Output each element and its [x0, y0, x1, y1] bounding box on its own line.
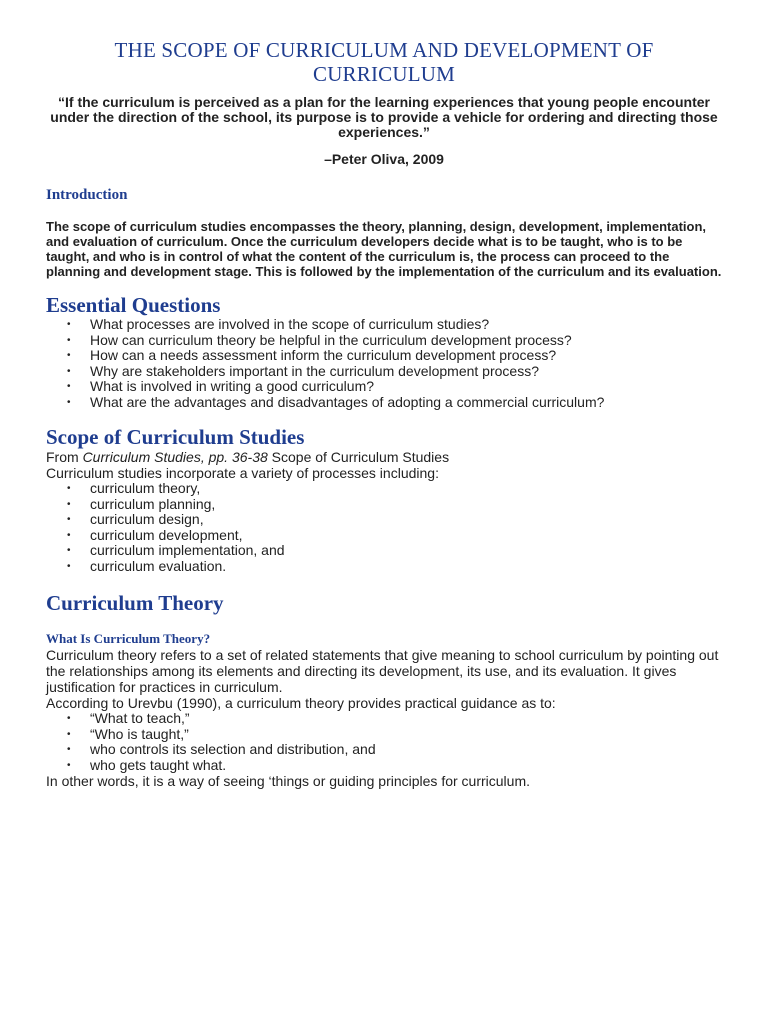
bullet-icon: •: [67, 483, 71, 494]
scope-heading: Scope of Curriculum Studies: [46, 425, 305, 449]
opening-quote: “If the curriculum is perceived as a plan for the learning experiences that young people encounter under the direction of the school, its purpose is to provide a vehicle for ordering and directing those experiences.”: [50, 94, 718, 140]
bullet-icon: •: [67, 529, 71, 541]
bullet-icon: •: [67, 498, 71, 510]
list-item-text: who gets taught what.: [90, 756, 227, 773]
list-item-text: curriculum evaluation.: [90, 557, 227, 574]
bullet-icon: •: [67, 350, 71, 361]
bullet-icon: •: [67, 381, 71, 392]
list-item-text: curriculum planning,: [90, 495, 216, 512]
bullet-icon: •: [67, 744, 71, 755]
list-item-text: “Who is taught,”: [90, 725, 189, 742]
quote-attribution: –Peter Oliva, 2009: [324, 151, 444, 167]
scope-process-list: [46, 481, 722, 574]
closing-paragraph: In other words, it is a way of seeing ‘things or guiding principles for curriculum.: [46, 773, 530, 789]
list-item-text: curriculum design,: [90, 511, 204, 527]
list-item-text: What processes are involved in the scope of curriculum studies?: [90, 316, 490, 332]
list-item-text: “What to teach,”: [90, 710, 190, 726]
introduction-body: The scope of curriculum studies encompasses the theory, planning, design, development, implementation, and evaluation of curriculum. Once the curriculum developers decide what is to be taught, who is to be taught, and who is in control of what the content of the curriculum is, the process can proceed to the planning and development stage. This is followed by the implementation of the curriculum and its evaluation.: [46, 219, 722, 279]
list-item: [67, 741, 722, 758]
scope-source-title: Curriculum Studies, pp. 36-38: [82, 449, 268, 465]
list-item: [67, 393, 722, 411]
bullet-icon: •: [67, 759, 71, 771]
scope-source-line: [46, 449, 722, 465]
list-item-text: who controls its selection and distribution, and: [90, 741, 376, 757]
list-item-text: What is involved in writing a good curriculum?: [90, 378, 375, 394]
urevbu-intro: According to Urevbu (1990), a curriculum theory provides practical guidance as to:: [46, 695, 556, 711]
bullet-icon: •: [67, 365, 71, 377]
list-item: [67, 378, 722, 395]
guidance-list: [46, 711, 722, 773]
list-item: [67, 542, 722, 559]
introduction-heading: Introduction: [46, 187, 128, 203]
list-item-text: Why are stakeholders important in the curriculum development process?: [90, 362, 539, 379]
bullet-icon: •: [67, 728, 71, 740]
list-item: [67, 362, 722, 380]
list-item-text: curriculum implementation, and: [90, 542, 285, 558]
curriculum-theory-heading: Curriculum Theory: [46, 591, 224, 615]
list-item-text: How can a needs assessment inform the curriculum development process?: [90, 347, 557, 363]
list-item-text: curriculum theory,: [90, 480, 201, 496]
curriculum-theory-definition: Curriculum theory refers to a set of related statements that give meaning to school curriculum by pointing out the relationships among its elements and directing its development, its use, and its evaluation. It gives justification for practices in curriculum.: [46, 647, 719, 695]
bullet-icon: •: [67, 545, 71, 556]
list-item-text: curriculum development,: [90, 526, 243, 543]
curriculum-theory-subheading: What Is Curriculum Theory?: [46, 631, 211, 646]
list-item: [67, 710, 722, 727]
bullet-icon: •: [67, 396, 71, 408]
scope-intro: Curriculum studies incorporate a variety of processes including:: [46, 465, 439, 481]
list-item: [67, 526, 722, 544]
list-item: [67, 725, 722, 743]
list-item: [67, 316, 722, 333]
list-item: [67, 331, 722, 349]
list-item: [67, 756, 722, 774]
bullet-icon: •: [67, 334, 71, 346]
bullet-icon: •: [67, 560, 71, 572]
list-item-text: How can curriculum theory be helpful in the curriculum development process?: [90, 331, 572, 348]
list-item: [67, 495, 722, 513]
scope-source-prefix: From: [46, 449, 83, 465]
bullet-icon: •: [67, 713, 71, 724]
bullet-icon: •: [67, 514, 71, 525]
document-title: THE SCOPE OF CURRICULUM AND DEVELOPMENT OF CURRICULUM: [114, 38, 654, 86]
essential-questions-list: [46, 317, 722, 410]
scope-source-suffix: Scope of Curriculum Studies: [267, 449, 450, 465]
list-item: [67, 480, 722, 497]
list-item: [67, 511, 722, 528]
list-item: [67, 557, 722, 575]
bullet-icon: •: [67, 319, 71, 330]
list-item-text: What are the advantages and disadvantages of adopting a commercial curriculum?: [90, 393, 605, 410]
essential-questions-heading: Essential Questions: [46, 293, 221, 317]
list-item: [67, 347, 722, 364]
